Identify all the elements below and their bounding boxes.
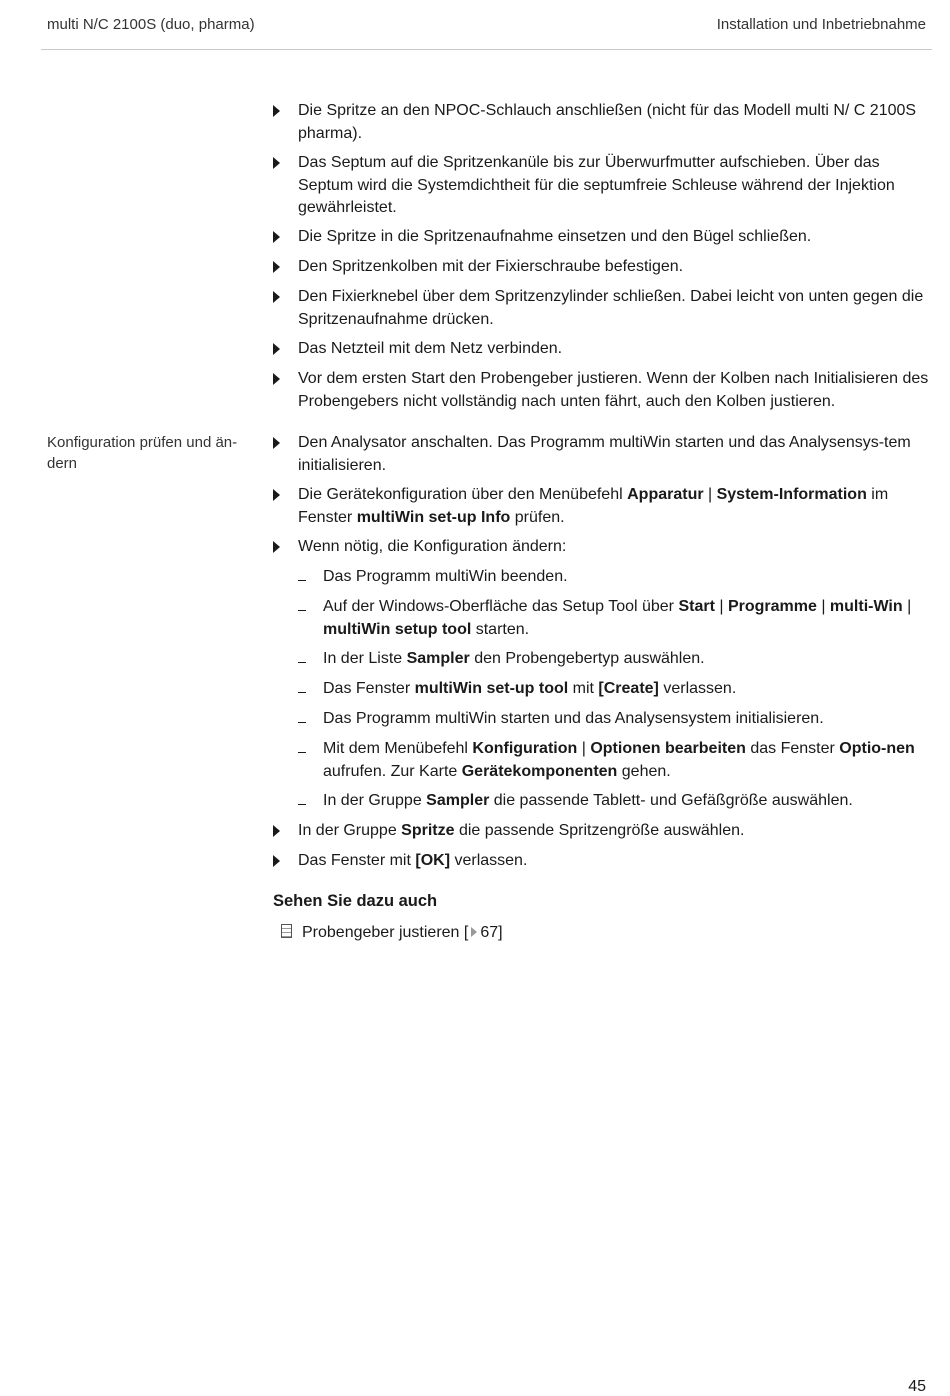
step-text: Vor dem ersten Start den Probengeber justieren. Wenn der Kolben nach Initialisieren des Probengebers nicht vollständig nach unten fährt, auch den Kolben justieren. (298, 370, 929, 410)
arrow-bullet-icon (273, 437, 280, 449)
substep-text: In der Liste Sampler den Probengebertyp auswählen. (323, 650, 705, 667)
step-text: Wenn nötig, die Konfiguration ändern: (298, 538, 567, 555)
substep-text: Das Programm multiWin starten und das Analysensystem initialisieren. (323, 710, 824, 727)
page-ref-arrow-icon (471, 927, 477, 937)
page-number: 45 (908, 1378, 926, 1395)
substep-item (298, 678, 929, 701)
step-text: Das Septum auf die Spritzenkanüle bis zur Überwurfmutter aufschieben. Über das Septum wird die Systemdichtheit für die septumfreie Schleuse während der Injektion gewährleistet. (298, 154, 895, 216)
see-also-heading: Sehen Sie dazu auch (273, 892, 438, 910)
arrow-bullet-icon (273, 489, 280, 501)
dash-bullet (298, 580, 306, 582)
see-also-link-text[interactable]: Probengeber justieren [ (302, 924, 469, 941)
step-item (273, 536, 929, 559)
arrow-bullet-icon (273, 157, 280, 169)
substep-item (298, 566, 929, 589)
step-item (273, 432, 929, 477)
step-text: Den Fixierknebel über dem Spritzenzylinder schließen. Dabei leicht von unten gegen die Spritzenaufnahme drücken. (298, 288, 924, 328)
step-item (273, 368, 929, 413)
substep-text: Das Programm multiWin beenden. (323, 568, 568, 585)
substep-text: In der Gruppe Sampler die passende Tablett- und Gefäßgröße auswählen. (323, 792, 853, 809)
header-chapter-title: Installation und Inbetriebnahme (716, 16, 926, 33)
substep-item (298, 738, 929, 783)
step-text: Die Spritze in die Spritzenaufnahme einsetzen und den Bügel schließen. (298, 228, 812, 245)
step-item (273, 226, 929, 249)
header-document-title: multi N/C 2100S (duo, pharma) (47, 16, 255, 33)
header-divider (41, 49, 932, 50)
arrow-bullet-icon (273, 231, 280, 243)
step-text: Den Spritzenkolben mit der Fixierschraube befestigen. (298, 258, 684, 275)
step-item (273, 820, 929, 843)
arrow-bullet-icon (273, 541, 280, 553)
step-text: Den Analysator anschalten. Das Programm multiWin starten und das Analysensys-tem initialisieren. (298, 434, 911, 474)
step-item (273, 152, 929, 220)
step-item (273, 286, 929, 331)
step-text: Das Netzteil mit dem Netz verbinden. (298, 340, 563, 357)
margin-note: Konfiguration prüfen und än-dern (47, 434, 238, 472)
arrow-bullet-icon (273, 291, 280, 303)
see-also-page-ref[interactable]: 67 (480, 924, 499, 941)
step-item (273, 100, 929, 145)
substep-text: Auf der Windows-Oberfläche das Setup Tool über Start | Programme | multi-Win | multiWin setup tool starten. (323, 598, 912, 638)
substep-item (298, 708, 929, 731)
step-text: In der Gruppe Spritze die passende Spritzengröße auswählen. (298, 822, 745, 839)
see-also-link[interactable]: Probengeber justieren [ 67] (281, 922, 503, 944)
dash-bullet (298, 662, 306, 664)
substep-item (298, 596, 929, 641)
arrow-bullet-icon (273, 261, 280, 273)
dash-bullet (298, 752, 306, 754)
document-icon (281, 924, 292, 938)
arrow-bullet-icon (273, 373, 280, 385)
step-text: Das Fenster mit [OK] verlassen. (298, 852, 528, 869)
step-text: Die Spritze an den NPOC-Schlauch anschließen (nicht für das Modell multi N/ C 2100S pharma). (298, 102, 917, 142)
dash-bullet (298, 722, 306, 724)
step-text: Die Gerätekonfiguration über den Menübefehl Apparatur | System-Information im Fenster multiWin set-up Info prüfen. (298, 486, 889, 526)
substep-text: Das Fenster multiWin set-up tool mit [Create] verlassen. (323, 680, 737, 697)
substep-item (298, 790, 929, 813)
dash-bullet (298, 610, 306, 612)
step-item (273, 338, 929, 361)
dash-bullet (298, 692, 306, 694)
step-item (273, 484, 929, 529)
substep-item (298, 648, 929, 671)
arrow-bullet-icon (273, 105, 280, 117)
step-item (273, 256, 929, 279)
step-item (273, 850, 929, 873)
arrow-bullet-icon (273, 343, 280, 355)
substep-text: Mit dem Menübefehl Konfiguration | Optionen bearbeiten das Fenster Optio-nen aufrufen. Zur Karte Gerätekomponenten gehen. (323, 740, 915, 780)
arrow-bullet-icon (273, 855, 280, 867)
dash-bullet (298, 804, 306, 806)
arrow-bullet-icon (273, 825, 280, 837)
